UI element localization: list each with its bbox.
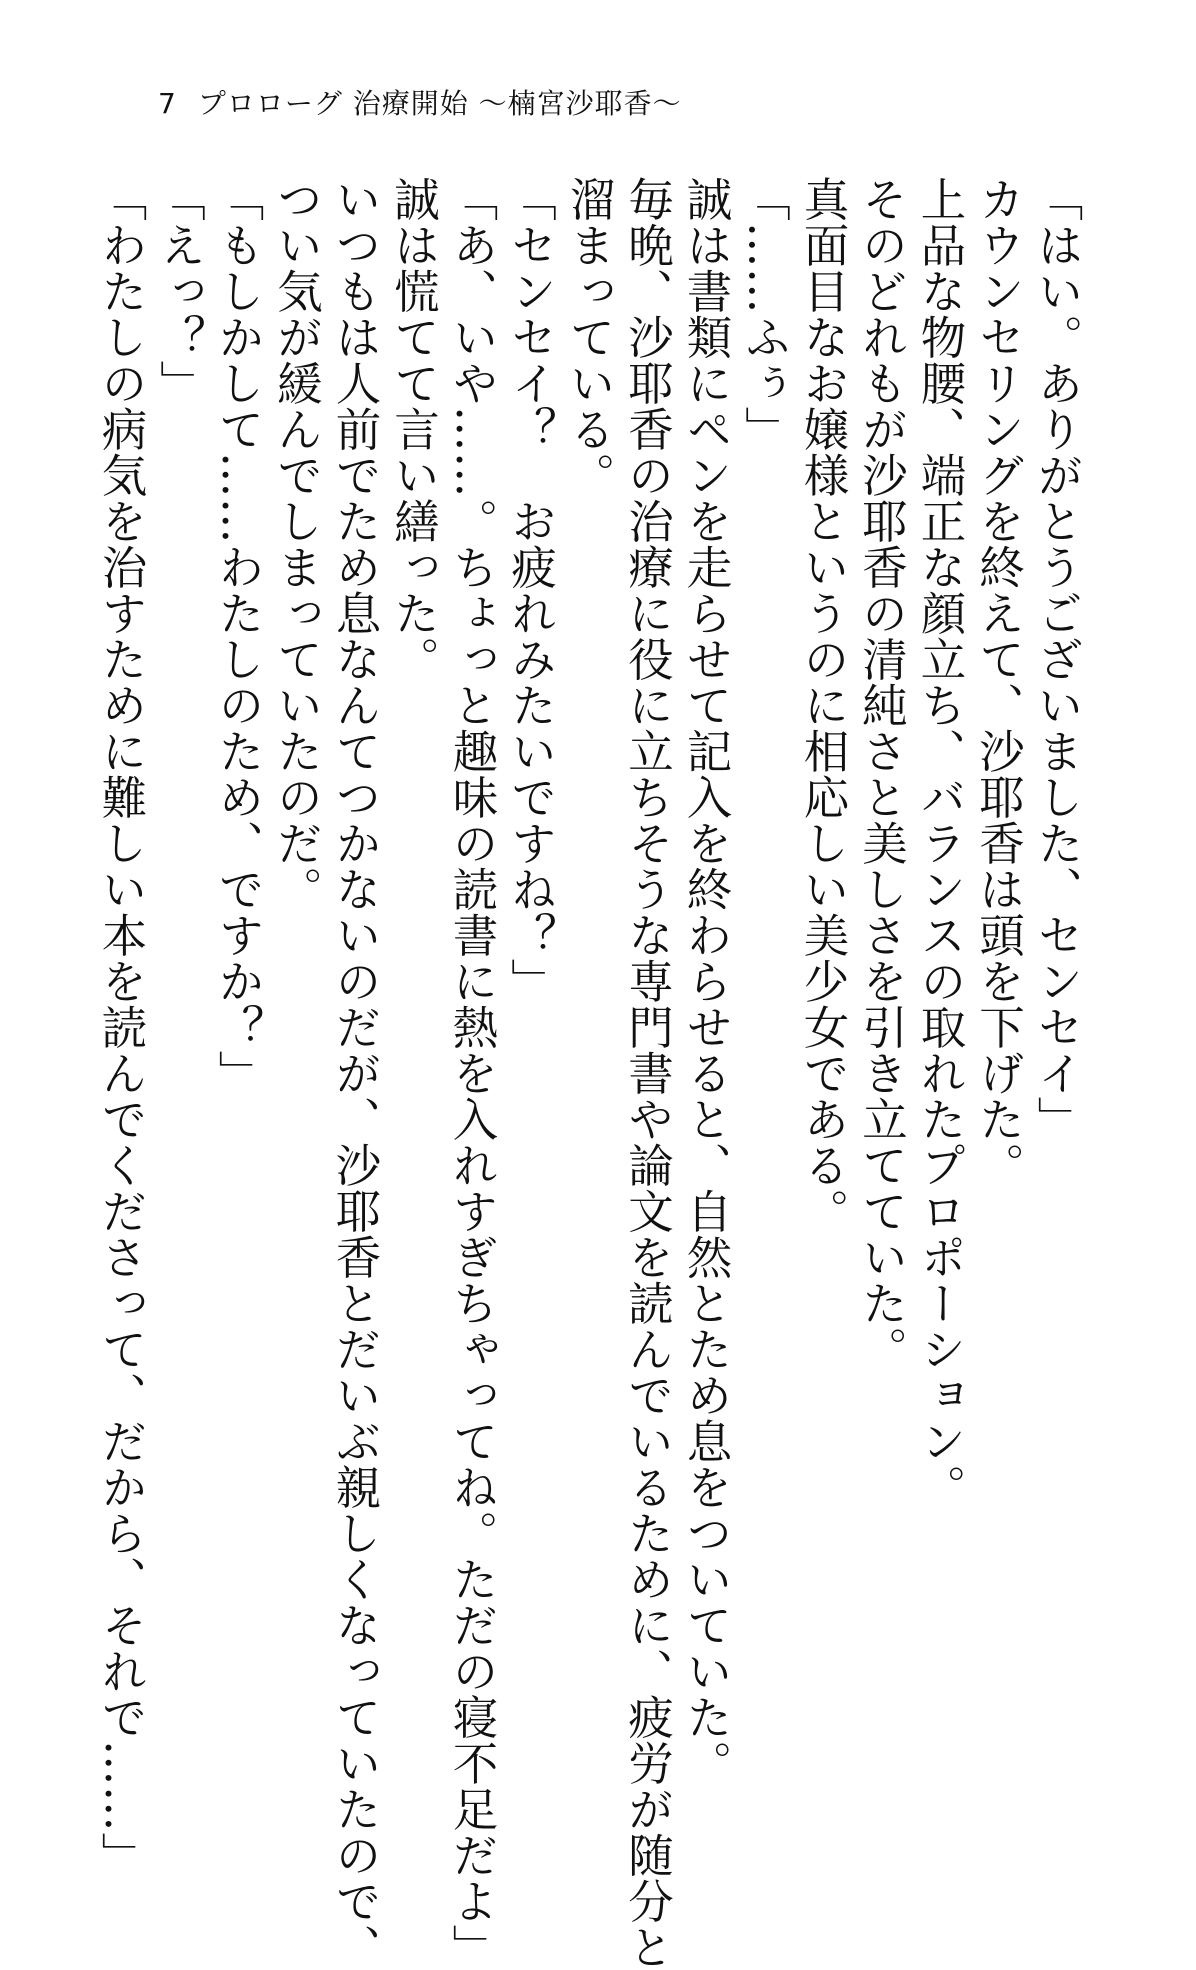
text-line: 「……ふぅ」 [738, 176, 792, 452]
text-line: カウンセリングを終えて、沙耶香は頭を下げた。 [972, 176, 1026, 1188]
text-line: 「もしかして……わたしのため、ですか？」 [212, 176, 265, 1096]
text-line: 「わたしの病気を治すために難しい本を読んでくださって、だから、それで……」 [95, 176, 148, 1878]
text-line: つい気が緩んでしまっていたのだ。 [270, 176, 324, 912]
text-line: 「はい。ありがとうございました、センセイ」 [1031, 176, 1084, 1142]
text-line: いつもは人前でため息なんてつかないのだが、沙耶香とだいぶ親しくなっていたので、 [329, 176, 382, 1970]
text-line: 溜まっている。 [563, 176, 616, 498]
text-line: 毎晩、沙耶香の治療に役に立ちそうな専門書や論文を読んでいるために、疲労が随分と [621, 176, 675, 1970]
text-line: 「あ、いや……。ちょっと趣味の読書に熱を入れすぎちゃってね。ただの寝不足だよ」 [446, 176, 499, 1970]
text-line: そのどれもが沙耶香の清純さと美しさを引き立てていた。 [855, 176, 909, 1372]
text-line: 真面目なお嬢様というのに相応しい美少女である。 [797, 176, 850, 1234]
chapter-title: プロローグ 治療開始 〜楠宮沙耶香〜 [197, 87, 682, 120]
page-number: 7 [158, 87, 176, 120]
vertical-body-text [95, 176, 1086, 1970]
running-header [158, 84, 682, 124]
text-line: 「センセイ？ お疲れみたいですね？」 [504, 176, 558, 1004]
text-line: 誠は慌てて言い繕った。 [387, 176, 441, 682]
text-line: 「えっ？」 [153, 176, 207, 406]
text-line: 誠は書類にペンを走らせて記入を終わらせると、自然とため息をついていた。 [680, 176, 733, 1786]
text-line: 上品な物腰、端正な顔立ち、バランスの取れたプロポーション。 [914, 176, 967, 1510]
